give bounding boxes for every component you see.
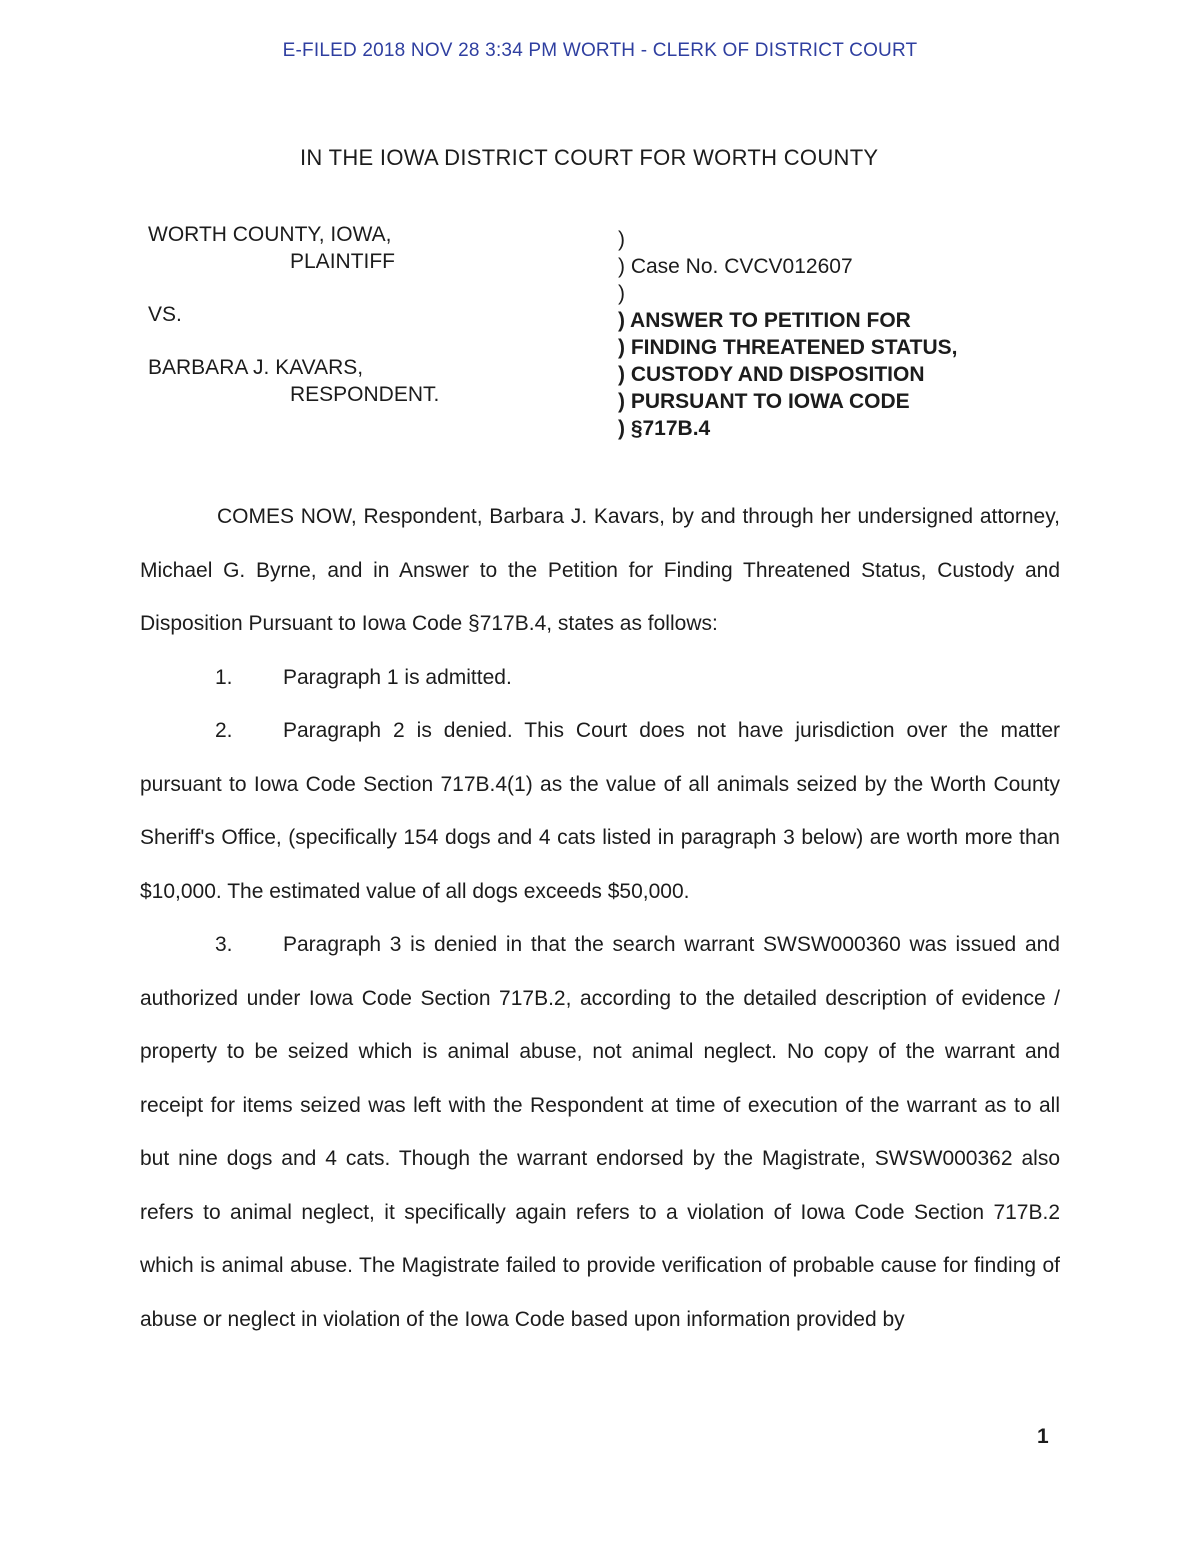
efiled-stamp: E-FILED 2018 NOV 28 3:34 PM WORTH - CLERK OF DISTRICT COURT bbox=[282, 40, 918, 61]
caption-parties bbox=[148, 221, 439, 408]
paragraph-number: 1. bbox=[215, 665, 233, 689]
caption-case-info bbox=[618, 226, 958, 442]
caption-spacer bbox=[148, 328, 439, 354]
intro-paragraph: COMES NOW, Respondent, Barbara J. Kavars, by and through her undersigned attorney, Michael G. Byrne, and in Answer to the Petition for Finding Threatened Status, Custody and Disposition Pursuant to Iowa Code §717B.4, states as follows: bbox=[140, 505, 1060, 635]
document-body bbox=[140, 490, 1060, 1346]
court-title: IN THE IOWA DISTRICT COURT FOR WORTH COUNTY bbox=[300, 145, 879, 170]
paragraph-text: Paragraph 3 is denied in that the search warrant SWSW000360 was issued and authorized under Iowa Code Section 717B.2, according to the detailed description of evidence / property to be seized which is animal abuse, not animal neglect. No copy of the warrant and receipt for items seized was left with the Respondent at time of execution of the warrant as to all but nine dogs and 4 cats. Though the warrant endorsed by the Magistrate, SWSW000362 also refers to animal neglect, it specifically again refers to a violation of Iowa Code Section 717B.2 which is animal abuse. The Magistrate failed to provide verification of probable cause for finding of abuse or neglect in violation of the Iowa Code based upon information provided by bbox=[140, 933, 1060, 1331]
versus-label: VS. bbox=[148, 303, 182, 326]
caption-line: ) bbox=[618, 282, 625, 305]
document-title-line: ) FINDING THREATENED STATUS, bbox=[618, 336, 958, 359]
document-title-line: ) §717B.4 bbox=[618, 417, 711, 440]
respondent-role: RESPONDENT. bbox=[290, 383, 440, 406]
plaintiff-role: PLAINTIFF bbox=[290, 250, 396, 273]
numbered-paragraph bbox=[140, 918, 1060, 1346]
document-title-line: ) PURSUANT TO IOWA CODE bbox=[618, 390, 910, 413]
numbered-paragraph bbox=[140, 651, 1060, 705]
paragraph-text: Paragraph 2 is denied. This Court does not have jurisdiction over the matter pursuant to Iowa Code Section 717B.4(1) as the value of all animals seized by the Worth County Sheriff's Office, (specifically 154 dogs and 4 cats listed in paragraph 3 below) are worth more than $10,000. The estimated value of all dogs exceeds $50,000. bbox=[140, 719, 1060, 903]
page-number: 1 bbox=[1037, 1425, 1049, 1448]
case-number: ) Case No. CVCV012607 bbox=[618, 255, 853, 278]
caption-line: ) bbox=[618, 228, 625, 251]
respondent-name: BARBARA J. KAVARS, bbox=[148, 356, 364, 379]
numbered-paragraph bbox=[140, 704, 1060, 918]
paragraph-text: Paragraph 1 is admitted. bbox=[283, 665, 512, 689]
document-title-line: ) CUSTODY AND DISPOSITION bbox=[618, 363, 925, 386]
document-title-line: ) ANSWER TO PETITION FOR bbox=[618, 309, 911, 332]
plaintiff-name: WORTH COUNTY, IOWA, bbox=[148, 223, 392, 246]
caption-spacer bbox=[148, 275, 439, 301]
paragraph-number: 3. bbox=[215, 933, 233, 956]
paragraph-number: 2. bbox=[215, 719, 233, 742]
